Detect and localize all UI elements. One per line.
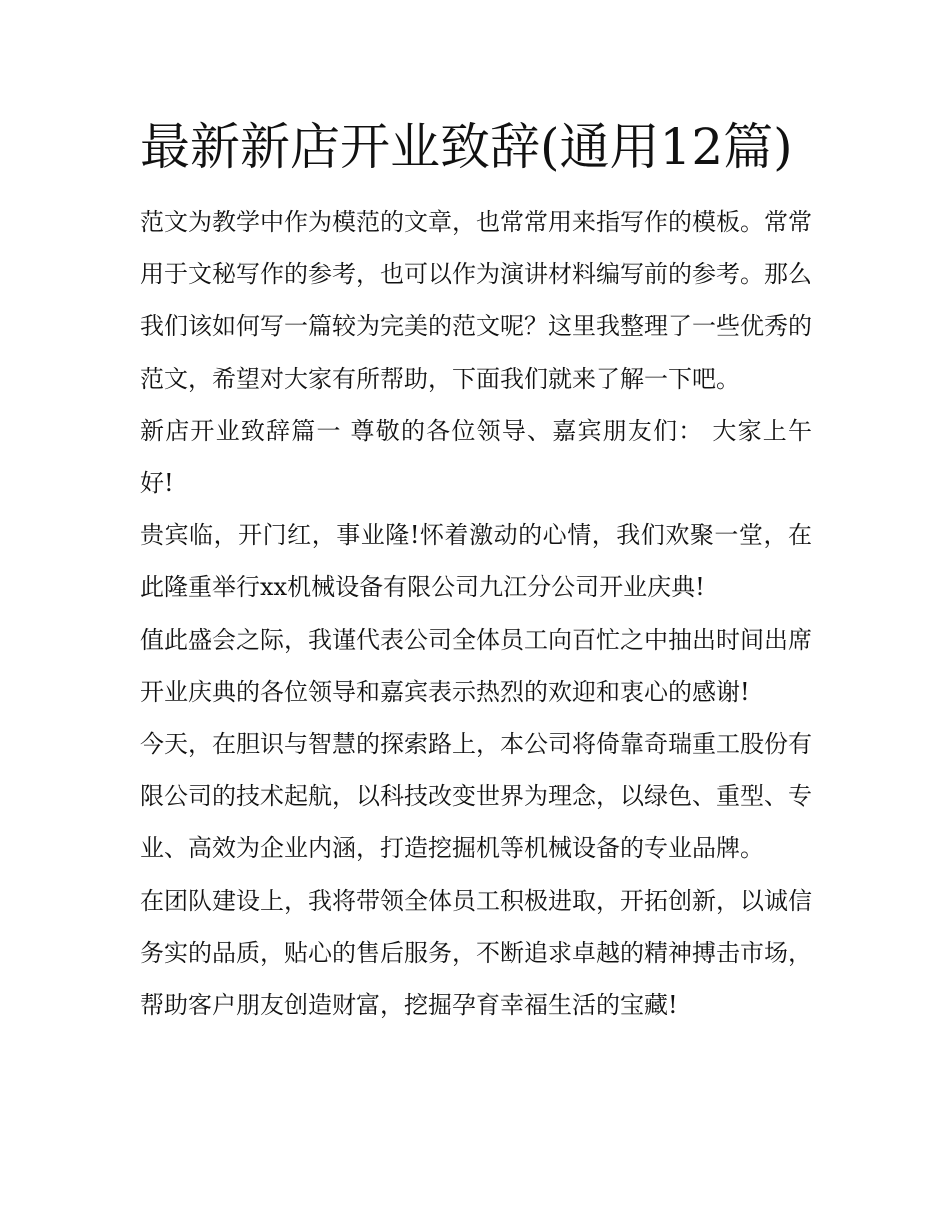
- paragraph-welcome: 贵宾临，开门红，事业隆!怀着激动的心情，我们欢聚一堂，在此隆重举行xx机械设备有限公司九江分公司开业庆典!: [140, 521, 812, 602]
- paragraph-thanks: 值此盛会之际，我谨代表公司全体员工向百忙之中抽出时间出席开业庆典的各位领导和嘉宾表示热烈的欢迎和衷心的感谢!: [140, 625, 812, 706]
- paragraph-team: 在团队建设上，我将带领全体员工积极进取，开拓创新，以诚信务实的品质，贴心的售后服务，不断追求卓越的精神搏击市场，帮助客户朋友创造财富，挖掘孕育幸福生活的宝藏!: [140, 886, 812, 1020]
- paragraph-intro: 范文为教学中作为模范的文章，也常常用来指写作的模板。常常用于文秘写作的参考，也可以作为演讲材料编写前的参考。那么我们该如何写一篇较为完美的范文呢？这里我整理了一些优秀的范文，希望对大家有所帮助，下面我们就来了解一下吧。: [140, 208, 812, 393]
- paragraph-mission: 今天，在胆识与智慧的探索路上，本公司将倚靠奇瑞重工股份有限公司的技术起航，以科技改变世界为理念，以绿色、重型、专业、高效为企业内涵，打造挖掘机等机械设备的专业品牌。: [140, 730, 812, 863]
- document-body: [140, 196, 812, 1031]
- paragraph-greeting: 新店开业致辞篇一 尊敬的各位领导、嘉宾朋友们： 大家上午好!: [140, 416, 812, 498]
- document-title: 最新新店开业致辞(通用12篇): [140, 118, 793, 176]
